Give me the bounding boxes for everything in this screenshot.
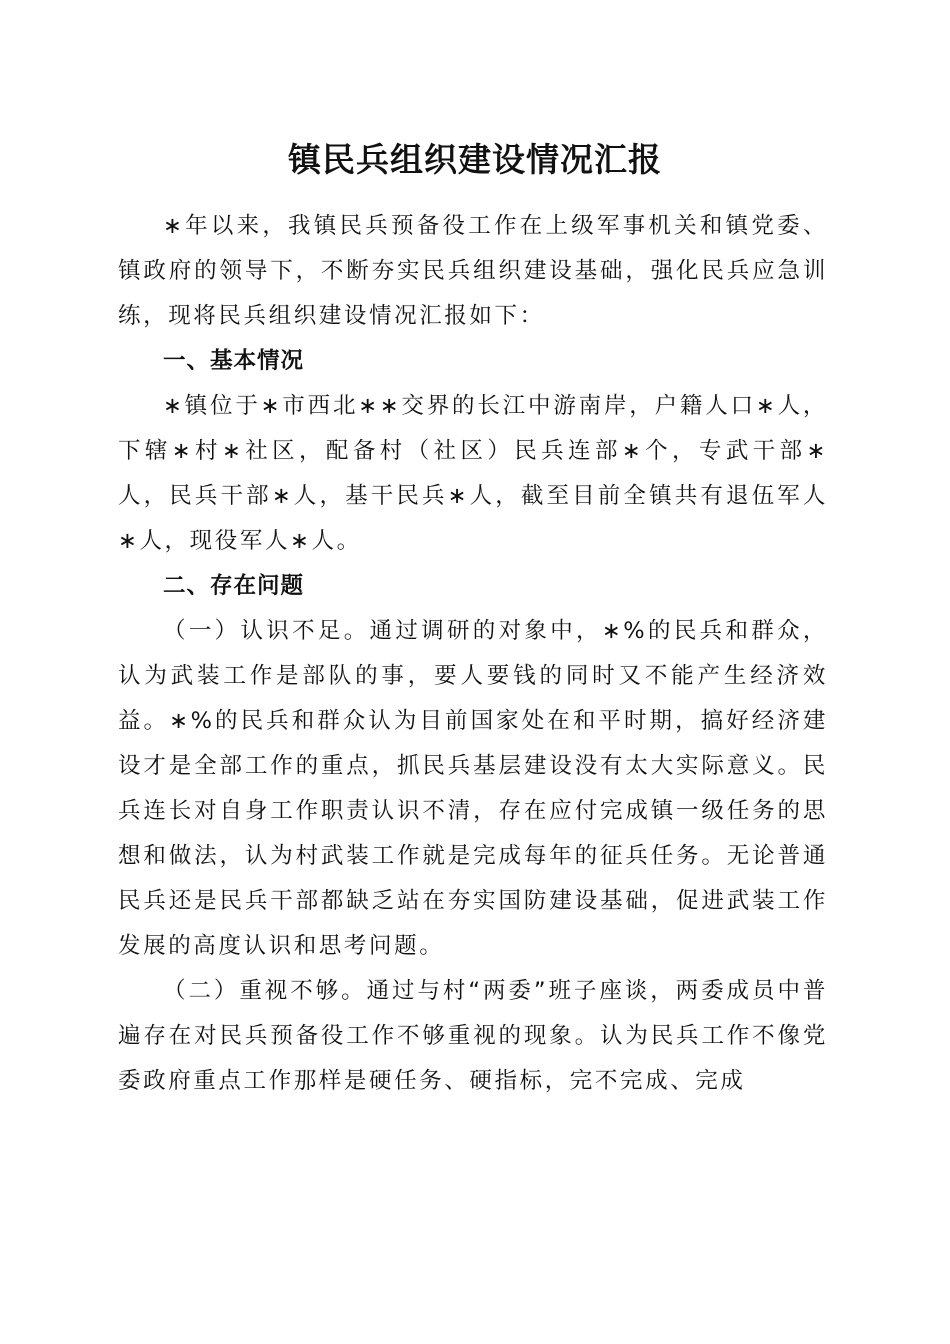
document-title: 镇民兵组织建设情况汇报	[288, 140, 662, 179]
basic-situation-paragraph: ∗镇位于∗市西北∗∗交界的长江中游南岸，户籍人口∗人，下辖∗村∗社区，配备村（社区）民兵连部∗个，专武干部∗人，民兵干部∗人，基干民兵∗人，截至目前全镇共有退伍军人∗人，现役军人∗人。	[118, 393, 828, 554]
problem-paragraph-attention: （二）重视不够。通过与村“两委”班子座谈，两委成员中普遍存在对民兵预备役工作不够重视的现象。认为民兵工作不像党委政府重点工作那样是硬任务、硬指标，完不完成、完成	[118, 978, 828, 1094]
problem-paragraph-awareness: （一）认识不足。通过调研的对象中，∗%的民兵和群众，认为武装工作是部队的事，要人要钱的同时又不能产生经济效益。∗%的民兵和群众认为目前国家处在和平时期，搞好经济建设才是全部工作的重点，抓民兵基层建设没有太大实际意义。民兵连长对自身工作职责认识不清，存在应付完成镇一级任务的思想和做法，认为村武装工作就是完成每年的征兵任务。无论普通民兵还是民兵干部都缺乏站在夯实国防建设基础，促进武装工作发展的高度认识和思考问题。	[118, 618, 828, 959]
section-heading-basic-situation: 一、基本情况	[163, 348, 305, 374]
section-heading-problems: 二、存在问题	[163, 573, 305, 599]
document-body	[118, 204, 828, 1104]
intro-paragraph: ∗年以来，我镇民兵预备役工作在上级军事机关和镇党委、镇政府的领导下，不断夯实民兵组织建设基础，强化民兵应急训练，现将民兵组织建设情况汇报如下：	[118, 213, 828, 329]
